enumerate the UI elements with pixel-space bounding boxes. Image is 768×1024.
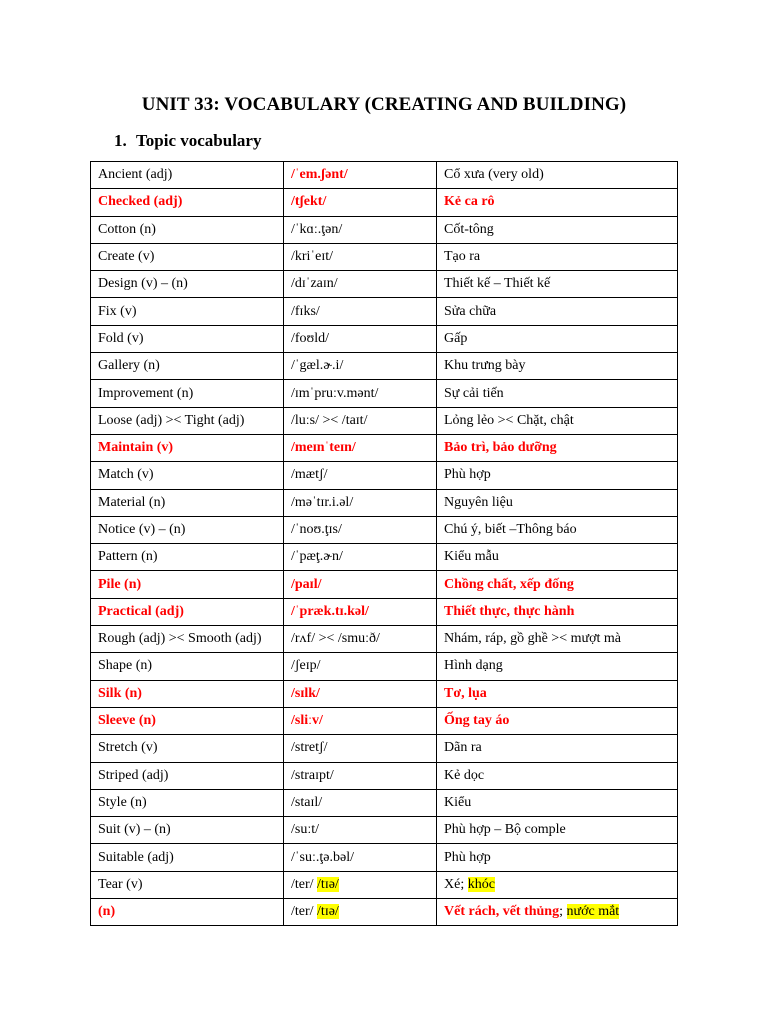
table-row (91, 598, 678, 625)
page-title: UNIT 33: VOCABULARY (CREATING AND BUILDING) (141, 94, 627, 115)
table-row (91, 544, 678, 571)
meaning-cell (437, 899, 678, 926)
ipa-cell: /ʃeɪp/ (284, 653, 437, 680)
word-cell: Pattern (n) (91, 544, 284, 571)
table-row (91, 571, 678, 598)
meaning-cell: Dãn ra (437, 735, 678, 762)
section-number: 1. (114, 131, 127, 150)
meaning-cell: Phù hợp – Bộ comple (437, 817, 678, 844)
meaning-cell (437, 871, 678, 898)
word-cell: Pile (n) (91, 571, 284, 598)
word-cell: Create (v) (91, 243, 284, 270)
ipa-cell: /ɪmˈpruːv.mənt/ (284, 380, 437, 407)
table-row (91, 298, 678, 325)
word-cell: Suitable (adj) (91, 844, 284, 871)
table-row (91, 707, 678, 734)
ipa-cell: /suːt/ (284, 817, 437, 844)
ipa-highlight: /tɪə/ (317, 904, 339, 920)
meaning-highlight: nước mắt (566, 904, 620, 920)
meaning-cell: Kẻ ca rô (437, 189, 678, 216)
word-cell: Style (n) (91, 789, 284, 816)
ipa-cell: /fɪks/ (284, 298, 437, 325)
meaning-highlight: khóc (467, 876, 495, 892)
meaning-cell: Chồng chất, xếp đống (437, 571, 678, 598)
ipa-text: /ter/ (291, 904, 318, 920)
word-cell: Suit (v) – (n) (91, 817, 284, 844)
meaning-cell: Bảo trì, bảo dưỡng (437, 434, 678, 461)
meaning-cell: Thiết kế – Thiết kế (437, 271, 678, 298)
meaning-cell: Lỏng lẻo >< Chặt, chật (437, 407, 678, 434)
ipa-cell: /ˈkɑː.ţən/ (284, 216, 437, 243)
meaning-cell: Ống tay áo (437, 707, 678, 734)
ipa-cell: /stretʃ/ (284, 735, 437, 762)
ipa-cell: /ˈnoʊ.ţɪs/ (284, 516, 437, 543)
table-row (91, 325, 678, 352)
vocabulary-table (90, 161, 678, 926)
meaning-cell: Tơ, lụa (437, 680, 678, 707)
ipa-cell: /sliːv/ (284, 707, 437, 734)
table-row (91, 353, 678, 380)
ipa-cell: /tʃekt/ (284, 189, 437, 216)
word-cell: Practical (adj) (91, 598, 284, 625)
word-cell: Fix (v) (91, 298, 284, 325)
ipa-cell: /sɪlk/ (284, 680, 437, 707)
meaning-cell: Tạo ra (437, 243, 678, 270)
table-row (91, 789, 678, 816)
section-label: Topic vocabulary (136, 131, 262, 150)
meaning-cell: Thiết thực, thực hành (437, 598, 678, 625)
table-row (91, 626, 678, 653)
table-row (91, 407, 678, 434)
vocabulary-table-tear (91, 871, 678, 926)
meaning-cell: Cốt-tông (437, 216, 678, 243)
ipa-cell: /mætʃ/ (284, 462, 437, 489)
ipa-text: /ter/ (291, 876, 318, 892)
ipa-cell: /luːs/ >< /taɪt/ (284, 407, 437, 434)
word-cell: Improvement (n) (91, 380, 284, 407)
word-text: Tear (v) (98, 876, 143, 892)
meaning-cell: Kẻ dọc (437, 762, 678, 789)
table-row (91, 216, 678, 243)
ipa-cell: /staɪl/ (284, 789, 437, 816)
meaning-cell: Phù hợp (437, 844, 678, 871)
table-row (91, 762, 678, 789)
ipa-cell: /meɪnˈteɪn/ (284, 434, 437, 461)
ipa-cell: /foʊld/ (284, 325, 437, 352)
meaning-text: Xé; (444, 876, 468, 892)
word-cell (91, 899, 284, 926)
meaning-cell: Sửa chữa (437, 298, 678, 325)
word-cell: Shape (n) (91, 653, 284, 680)
word-cell: Material (n) (91, 489, 284, 516)
word-cell: Silk (n) (91, 680, 284, 707)
word-cell: Notice (v) – (n) (91, 516, 284, 543)
word-cell: Match (v) (91, 462, 284, 489)
meaning-cell: Nguyên liệu (437, 489, 678, 516)
ipa-cell: /ˈpæţ.ɚn/ (284, 544, 437, 571)
table-row (91, 653, 678, 680)
table-row (91, 516, 678, 543)
word-cell: Ancient (adj) (91, 162, 284, 189)
table-row (91, 680, 678, 707)
meaning-cell: Chú ý, biết –Thông báo (437, 516, 678, 543)
meaning-cell: Phù hợp (437, 462, 678, 489)
meaning-cell: Khu trưng bày (437, 353, 678, 380)
word-cell (91, 871, 284, 898)
word-cell: Fold (v) (91, 325, 284, 352)
table-row (91, 735, 678, 762)
word-cell: Checked (adj) (91, 189, 284, 216)
ipa-cell: /ˈsuː.ţə.bəl/ (284, 844, 437, 871)
table-row-tear-noun (91, 899, 678, 926)
vocabulary-table-body (91, 162, 678, 872)
ipa-cell (284, 899, 437, 926)
meaning-cell: Nhám, ráp, gồ ghề >< mượt mà (437, 626, 678, 653)
meaning-cell: Cổ xưa (very old) (437, 162, 678, 189)
table-row (91, 817, 678, 844)
table-row (91, 243, 678, 270)
meaning-cell: Sự cải tiến (437, 380, 678, 407)
ipa-cell: /kriˈeɪt/ (284, 243, 437, 270)
table-row (91, 434, 678, 461)
word-cell: Rough (adj) >< Smooth (adj) (91, 626, 284, 653)
section-heading (114, 131, 261, 151)
word-cell: Loose (adj) >< Tight (adj) (91, 407, 284, 434)
ipa-cell (284, 871, 437, 898)
word-text: (n) (98, 904, 116, 920)
ipa-cell: /ˈem.ʃənt/ (284, 162, 437, 189)
table-row (91, 844, 678, 871)
ipa-cell: /məˈtɪr.i.əl/ (284, 489, 437, 516)
ipa-cell: /ˈpræk.tɪ.kəl/ (284, 598, 437, 625)
ipa-cell: /straɪpt/ (284, 762, 437, 789)
ipa-cell: /dɪˈzaɪn/ (284, 271, 437, 298)
table-row (91, 462, 678, 489)
table-row (91, 189, 678, 216)
table-row (91, 380, 678, 407)
word-cell: Stretch (v) (91, 735, 284, 762)
word-cell: Gallery (n) (91, 353, 284, 380)
word-cell: Maintain (v) (91, 434, 284, 461)
ipa-cell: /paɪl/ (284, 571, 437, 598)
ipa-cell: /ˈgæl.ɚ.i/ (284, 353, 437, 380)
meaning-text: Vết rách, vết thủng (444, 904, 560, 920)
table-row (91, 489, 678, 516)
meaning-cell: Hình dạng (437, 653, 678, 680)
meaning-cell: Kiểu mẫu (437, 544, 678, 571)
meaning-separator: ; (559, 904, 567, 920)
meaning-cell: Gấp (437, 325, 678, 352)
word-cell: Sleeve (n) (91, 707, 284, 734)
word-cell: Design (v) – (n) (91, 271, 284, 298)
table-row (91, 162, 678, 189)
table-row (91, 271, 678, 298)
table-row-tear-verb (91, 871, 678, 898)
ipa-highlight: /tɪə/ (317, 876, 339, 892)
meaning-cell: Kiểu (437, 789, 678, 816)
word-cell: Cotton (n) (91, 216, 284, 243)
ipa-cell: /rʌf/ >< /smuːð/ (284, 626, 437, 653)
word-cell: Striped (adj) (91, 762, 284, 789)
